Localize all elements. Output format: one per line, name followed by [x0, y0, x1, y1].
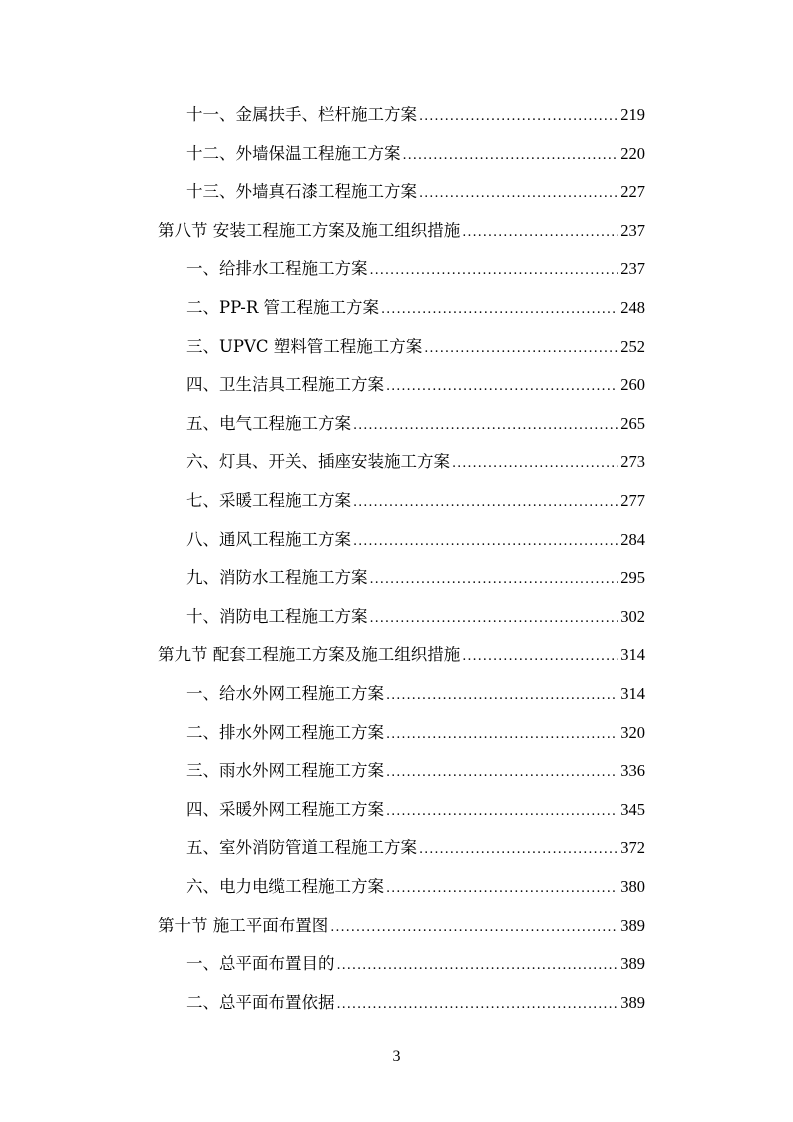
toc-entry-title: 十三、外墙真石漆工程施工方案: [186, 182, 417, 202]
toc-subsection-entry[interactable]: [0, 714, 793, 753]
toc-entry-title: 第八节 安装工程施工方案及施工组织措施: [158, 220, 461, 240]
toc-entry-line: [186, 143, 645, 163]
toc-entry-page: 389: [620, 992, 645, 1012]
toc-subsection-entry[interactable]: [0, 521, 793, 560]
toc-subsection-entry[interactable]: [0, 752, 793, 791]
toc-entry-title: 三、UPVC 塑料管工程施工方案: [186, 336, 423, 356]
toc-entry-page: 314: [620, 683, 645, 703]
toc-subsection-entry[interactable]: [0, 868, 793, 907]
toc-entry-title: 七、采暖工程施工方案: [186, 490, 351, 510]
toc-dot-leader: [370, 264, 619, 277]
toc-dot-leader: [386, 380, 618, 393]
toc-entry-page: 336: [620, 761, 645, 781]
toc-entry-title: 二、排水外网工程施工方案: [186, 722, 384, 742]
toc-entry-page: 372: [620, 838, 645, 858]
toc-dot-leader: [337, 959, 619, 972]
toc-entry-title: 九、消防水工程施工方案: [186, 568, 368, 588]
toc-subsection-entry[interactable]: [0, 250, 793, 289]
toc-entry-page: 284: [620, 529, 645, 549]
toc-dot-leader: [452, 457, 618, 470]
toc-section-entry[interactable]: [0, 636, 793, 675]
toc-entry-page: 273: [620, 452, 645, 472]
toc-dot-leader: [370, 612, 619, 625]
toc-entry-title: 一、给排水工程施工方案: [186, 259, 368, 279]
toc-entry-line: [186, 606, 645, 626]
toc-entry-line: [186, 529, 645, 549]
toc-entry-line: [186, 876, 645, 896]
toc-dot-leader: [381, 303, 618, 316]
toc-entry-page: 380: [620, 876, 645, 896]
toc-entry-title: 第十节 施工平面布置图: [158, 915, 329, 935]
toc-dot-leader: [330, 921, 618, 934]
toc-dot-leader: [353, 535, 618, 548]
toc-entry-title: 第九节 配套工程施工方案及施工组织措施: [158, 645, 461, 665]
toc-dot-leader: [462, 226, 618, 239]
toc-entry-page: 237: [620, 259, 645, 279]
toc-entry-page: 389: [620, 915, 645, 935]
toc-entry-line: [186, 763, 645, 780]
toc-entry-title: 一、给水外网工程施工方案: [186, 683, 384, 703]
toc-subsection-entry[interactable]: [0, 173, 793, 212]
toc-subsection-entry[interactable]: [0, 559, 793, 598]
toc-entry-title: 六、电力电缆工程施工方案: [186, 876, 384, 896]
toc-entry-title: 十、消防电工程施工方案: [186, 606, 368, 626]
toc-entry-title: 五、室外消防管道工程施工方案: [186, 838, 417, 858]
toc-entry-page: 227: [620, 182, 645, 202]
toc-entry-page: 302: [620, 606, 645, 626]
toc-entry-title: 二、总平面布置依据: [186, 992, 335, 1012]
toc-entry-page: 345: [620, 799, 645, 819]
toc-subsection-entry[interactable]: [0, 791, 793, 830]
toc-entry-line: [186, 799, 645, 819]
toc-subsection-entry[interactable]: [0, 984, 793, 1023]
page-number: 3: [392, 1048, 401, 1065]
toc-subsection-entry[interactable]: [0, 829, 793, 868]
toc-dot-leader: [370, 573, 619, 586]
toc-subsection-entry[interactable]: [0, 945, 793, 984]
toc-entry-line: [186, 184, 645, 201]
toc-entry-title: 八、通风工程施工方案: [186, 529, 351, 549]
table-of-contents: [0, 96, 793, 1022]
toc-dot-leader: [403, 149, 619, 162]
toc-entry-line: [186, 413, 645, 433]
toc-dot-leader: [386, 766, 618, 779]
toc-entry-page: 389: [620, 954, 645, 974]
toc-entry-line: [158, 647, 645, 664]
toc-dot-leader: [419, 843, 618, 856]
toc-entry-page: 265: [620, 413, 645, 433]
toc-entry-page: 295: [620, 568, 645, 588]
toc-section-entry[interactable]: [0, 212, 793, 251]
toc-entry-line: [186, 454, 645, 471]
toc-dot-leader: [462, 650, 618, 663]
toc-dot-leader: [419, 110, 618, 123]
toc-entry-line: [186, 300, 645, 317]
toc-entry-page: 219: [620, 105, 645, 125]
toc-entry-page: 277: [620, 490, 645, 510]
toc-entry-page: 220: [620, 143, 645, 163]
toc-entry-line: [186, 336, 645, 356]
toc-entry-title: 四、采暖外网工程施工方案: [186, 799, 384, 819]
toc-entry-line: [186, 956, 645, 973]
toc-entry-line: [186, 377, 645, 394]
toc-entry-line: [158, 220, 645, 240]
toc-entry-line: [186, 722, 645, 742]
toc-dot-leader: [424, 342, 618, 355]
toc-subsection-entry[interactable]: [0, 328, 793, 367]
toc-subsection-entry[interactable]: [0, 96, 793, 135]
toc-entry-page: 237: [620, 220, 645, 240]
toc-subsection-entry[interactable]: [0, 405, 793, 444]
toc-entry-title: 一、总平面布置目的: [186, 954, 335, 974]
toc-entry-page: 320: [620, 722, 645, 742]
toc-entry-title: 十二、外墙保温工程施工方案: [186, 143, 401, 163]
toc-subsection-entry[interactable]: [0, 482, 793, 521]
toc-dot-leader: [386, 882, 618, 895]
toc-entry-line: [186, 261, 645, 278]
toc-entry-title: 三、雨水外网工程施工方案: [186, 761, 384, 781]
toc-entry-line: [186, 107, 645, 124]
toc-entry-page: 314: [620, 645, 645, 665]
toc-dot-leader: [419, 187, 618, 200]
toc-entry-line: [158, 915, 645, 935]
toc-subsection-entry[interactable]: [0, 675, 793, 714]
toc-dot-leader: [386, 689, 618, 702]
toc-entry-title: 六、灯具、开关、插座安装施工方案: [186, 452, 450, 472]
toc-dot-leader: [386, 728, 618, 741]
toc-dot-leader: [386, 805, 618, 818]
toc-entry-line: [186, 840, 645, 857]
toc-section-entry[interactable]: [0, 906, 793, 945]
toc-entry-title: 五、电气工程施工方案: [186, 413, 351, 433]
toc-entry-page: 260: [620, 375, 645, 395]
toc-entry-title: 四、卫生洁具工程施工方案: [186, 375, 384, 395]
toc-subsection-entry[interactable]: [0, 366, 793, 405]
toc-entry-title: 十一、金属扶手、栏杆施工方案: [186, 105, 417, 125]
toc-subsection-entry[interactable]: [0, 598, 793, 637]
toc-entry-line: [186, 490, 645, 510]
toc-entry-page: 252: [620, 336, 645, 356]
toc-entry-line: [186, 570, 645, 587]
toc-dot-leader: [353, 496, 618, 509]
toc-entry-page: 248: [620, 298, 645, 318]
toc-dot-leader: [337, 998, 619, 1011]
toc-entry-title: 二、PP-R 管工程施工方案: [186, 298, 380, 318]
toc-dot-leader: [353, 419, 618, 432]
toc-subsection-entry[interactable]: [0, 135, 793, 174]
toc-entry-line: [186, 683, 645, 703]
toc-entry-line: [186, 992, 645, 1012]
toc-subsection-entry[interactable]: [0, 289, 793, 328]
toc-subsection-entry[interactable]: [0, 443, 793, 482]
